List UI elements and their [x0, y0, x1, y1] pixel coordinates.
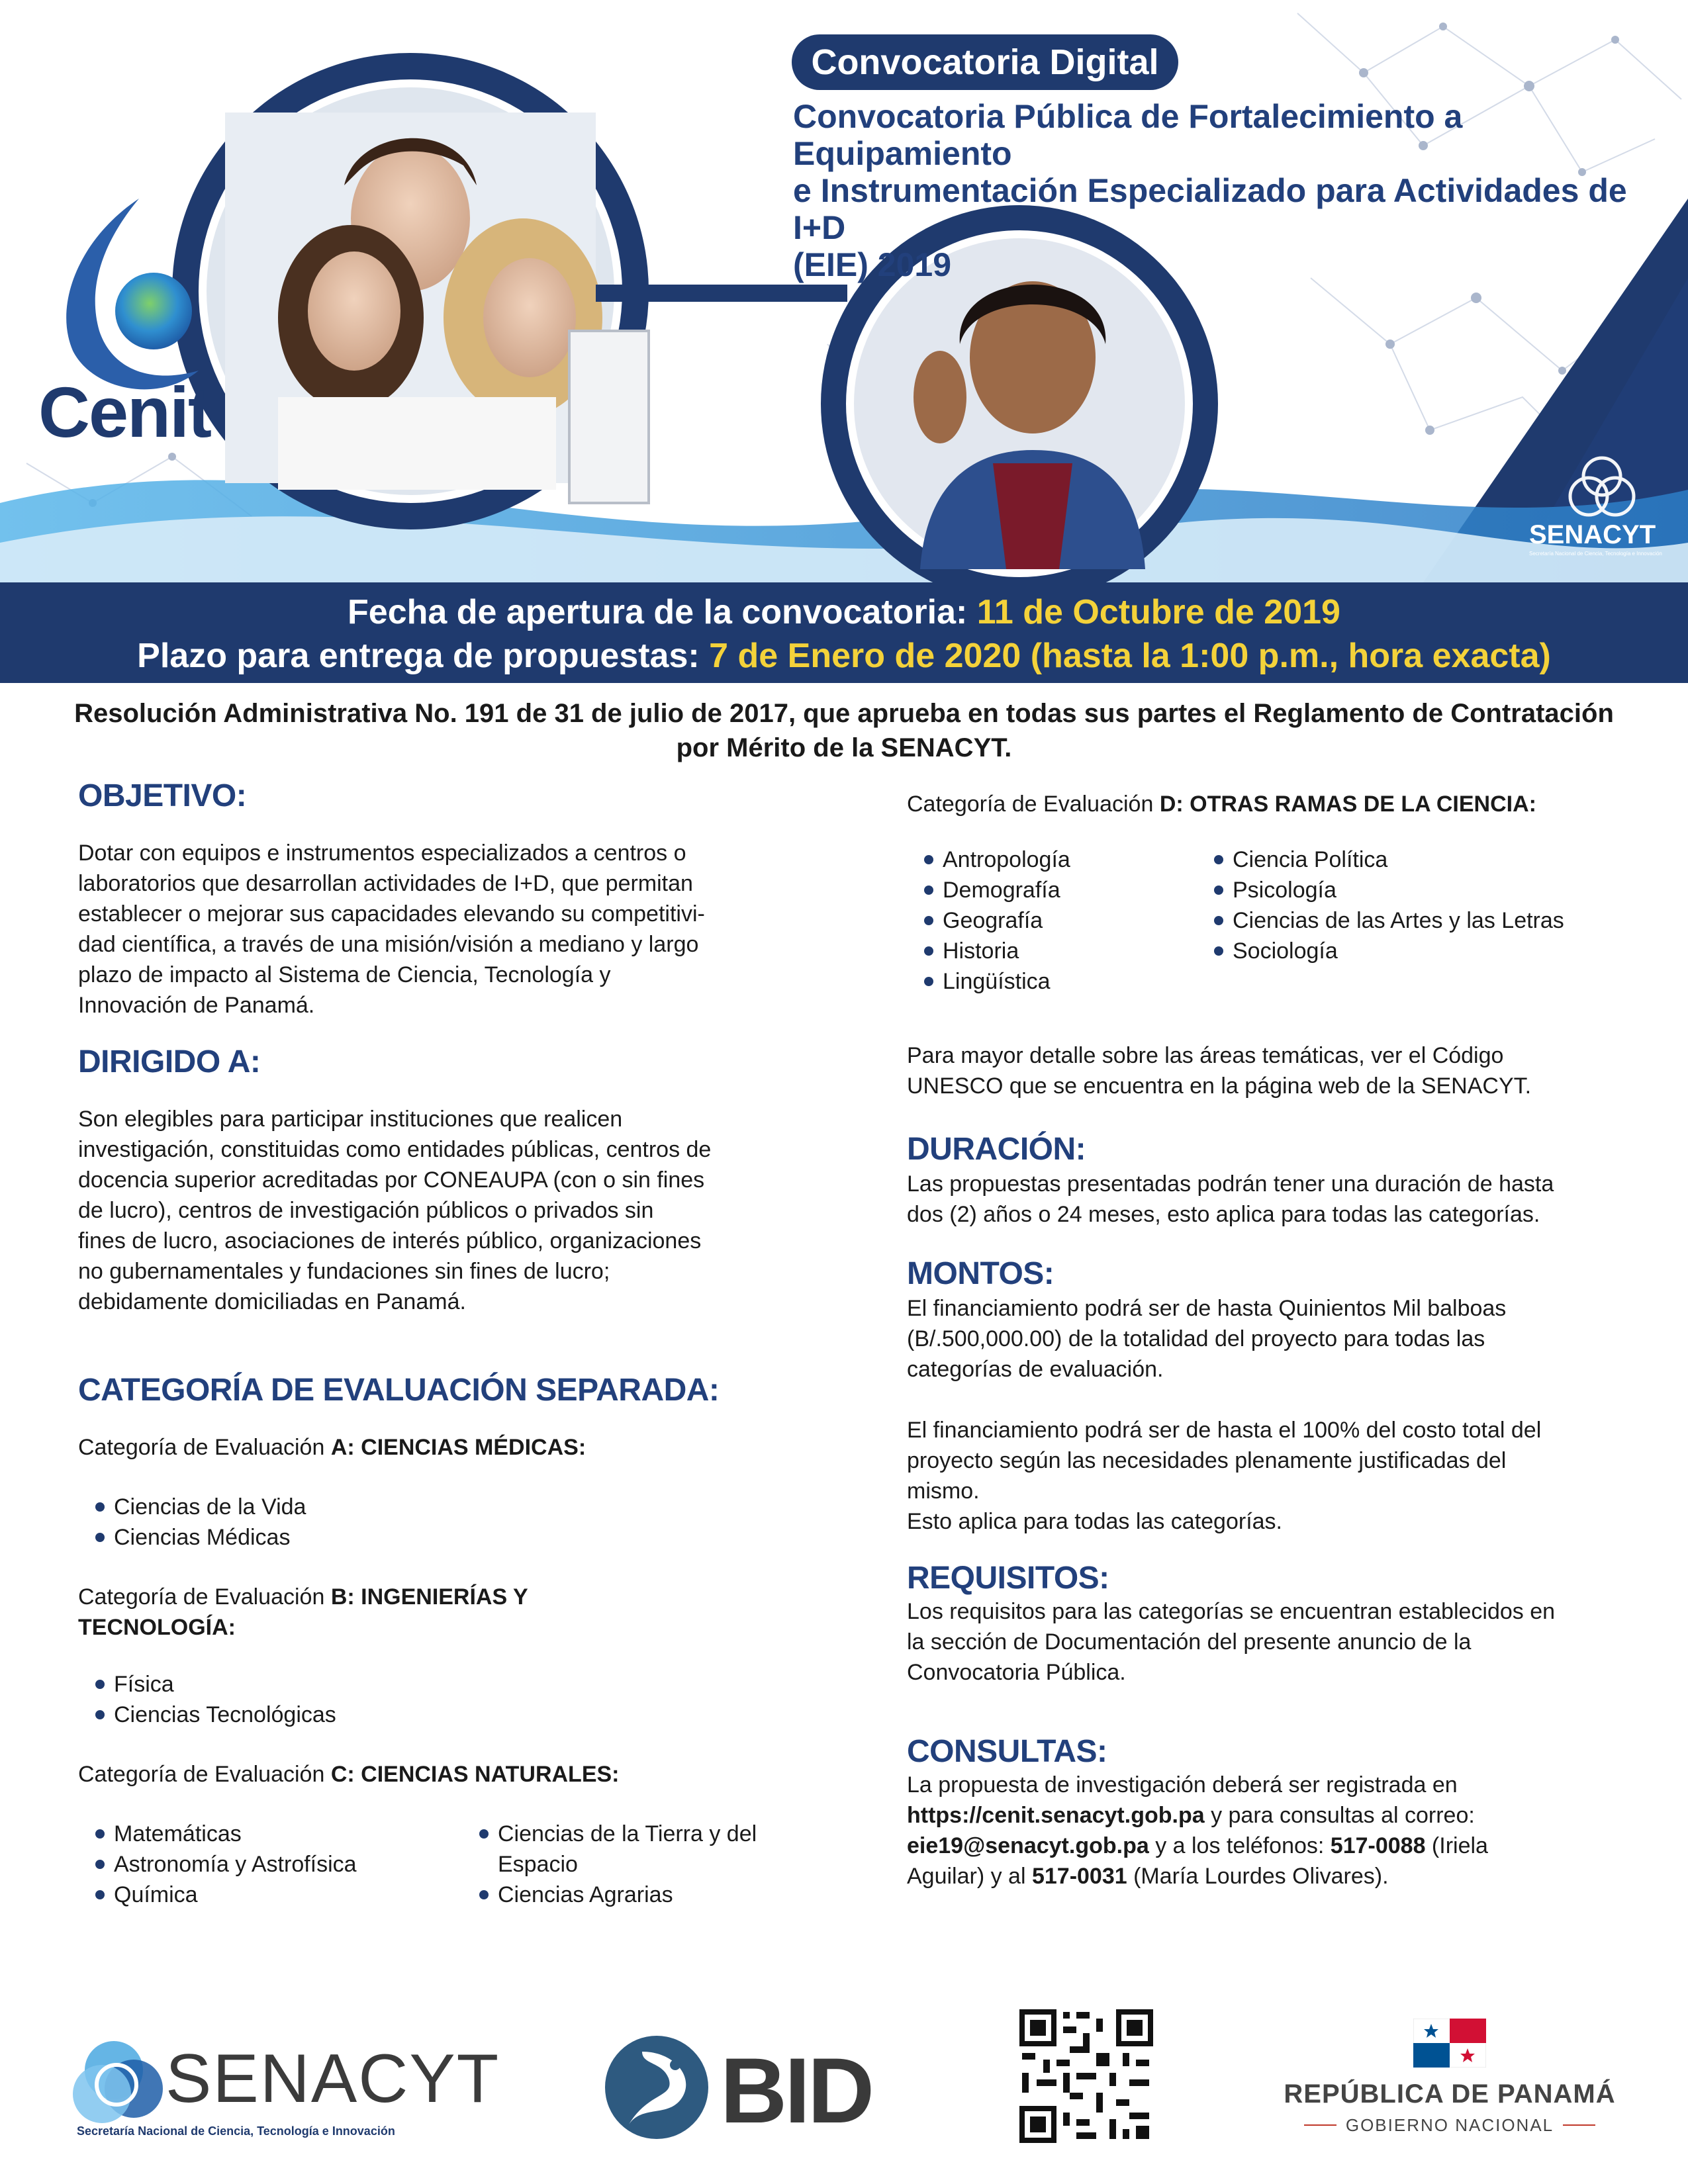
category-a-label — [78, 1432, 793, 1463]
dirigido-line: fines de lucro, asociaciones de interés público, organizaciones — [78, 1228, 702, 1253]
dirigido-line: debidamente domiciliadas en Panamá. — [78, 1289, 466, 1314]
requisitos-heading: REQUISITOS: — [907, 1561, 1109, 1596]
bullet-icon — [1214, 916, 1223, 925]
montos-line: Esto aplica para todas las categorías. — [907, 1509, 1282, 1534]
unesco-note — [907, 1040, 1619, 1101]
montos-line: mismo. — [907, 1479, 980, 1504]
panama-wordmark: REPÚBLICA DE PANAMÁ — [1284, 2079, 1616, 2109]
list-item-text: Lingüística — [943, 969, 1051, 994]
dirigido-line: investigación, constituidas como entidades públicas, centros de — [78, 1137, 712, 1162]
bid-footer-logo — [602, 2032, 880, 2144]
bullet-icon — [95, 1890, 105, 1899]
consultas-url-link[interactable]: https://cenit.senacyt.gob.pa — [907, 1803, 1205, 1828]
requisitos-text — [907, 1596, 1619, 1688]
bullet-icon — [924, 946, 933, 956]
consultas-text-part: Aguilar) y al — [907, 1864, 1032, 1889]
duracion-text — [907, 1169, 1619, 1230]
call-title-line: e Instrumentación Especializado para Actividades de I+D — [793, 172, 1627, 246]
dirigido-line: Son elegibles para participar instituciones que realicen — [78, 1107, 623, 1132]
panama-subtitle — [1278, 2115, 1622, 2136]
bid-wordmark: BID — [720, 2038, 872, 2142]
category-c-name: C: CIENCIAS NATURALES: — [330, 1762, 620, 1787]
objetivo-line: dad científica, a través de una misión/visión a mediano y largo — [78, 932, 699, 957]
category-prefix: Categoría de Evaluación — [78, 1762, 331, 1787]
bullet-icon — [924, 886, 933, 895]
unesco-line: UNESCO que se encuentra en la página web de la SENACYT. — [907, 1073, 1532, 1099]
bullet-icon — [95, 1502, 105, 1512]
call-title — [793, 98, 1654, 283]
duracion-line: Las propuestas presentadas podrán tener una duración de hasta — [907, 1171, 1554, 1197]
senacyt-header-logo-subtitle: Secretaría Nacional de Ciencia, Tecnología e Innovación — [1529, 551, 1662, 557]
bid-emblem-icon — [602, 2032, 715, 2144]
montos-heading: MONTOS: — [907, 1256, 1055, 1291]
montos-text-2 — [907, 1415, 1619, 1537]
bullet-icon — [95, 1680, 105, 1689]
category-d-list-right — [1211, 844, 1564, 997]
dirigido-text — [78, 1104, 793, 1317]
call-title-line: Convocatoria Pública de Fortalecimiento a Equipamiento — [793, 98, 1463, 172]
montos-line: proyecto según las necesidades plenamente justificadas del — [907, 1448, 1507, 1473]
montos-line: El financiamiento podrá ser de hasta Quinientos Mil balboas — [907, 1296, 1507, 1321]
list-item-text: Demografía — [943, 878, 1060, 903]
category-prefix: Categoría de Evaluación — [907, 792, 1160, 817]
list-item-text — [498, 1819, 757, 1880]
objetivo-heading: OBJETIVO: — [78, 778, 247, 813]
bullet-icon — [1214, 855, 1223, 864]
category-c-list-left — [93, 1819, 477, 1910]
dirigido-line: docencia superior acreditadas por CONEAUPA (con o sin fines — [78, 1167, 705, 1193]
dirigido-heading: DIRIGIDO A: — [78, 1044, 261, 1079]
list-item-text: Matemáticas — [114, 1821, 242, 1846]
requisitos-line: Convocatoria Pública. — [907, 1660, 1126, 1685]
category-d-list-left — [921, 844, 1211, 997]
list-item — [477, 1880, 757, 1910]
deadline-value: 7 de Enero de 2020 (hasta la 1:00 p.m., hora exacta) — [709, 637, 1551, 675]
list-item — [93, 1522, 793, 1553]
bullet-icon — [95, 1829, 105, 1839]
objetivo-line: Innovación de Panamá. — [78, 993, 315, 1018]
consultas-text-part: y para consultas al correo: — [1204, 1803, 1475, 1828]
list-item-text-line: Ciencias de la Tierra y del — [498, 1821, 757, 1846]
montos-line: categorías de evaluación. — [907, 1357, 1164, 1382]
requisitos-line: la sección de Documentación del presente anuncio de la — [907, 1629, 1472, 1655]
montos-line: El financiamiento podrá ser de hasta el 100% del costo total del — [907, 1418, 1542, 1443]
dirigido-line: no gubernamentales y fundaciones sin fines de lucro; — [78, 1259, 610, 1284]
consultas-line: La propuesta de investigación deberá ser registrada en — [907, 1772, 1458, 1797]
list-item-text: Geografía — [943, 908, 1043, 933]
list-item-text: Historia — [943, 938, 1019, 964]
list-item — [93, 1849, 477, 1880]
list-item — [93, 1669, 793, 1700]
category-b-list — [93, 1669, 793, 1730]
list-item — [921, 905, 1211, 936]
list-item-text: Física — [114, 1672, 174, 1697]
list-item — [921, 936, 1211, 966]
bullet-icon — [95, 1710, 105, 1719]
opening-date-line — [0, 590, 1688, 634]
list-item — [921, 966, 1211, 997]
category-a-list — [93, 1492, 793, 1553]
list-item — [93, 1492, 793, 1522]
dirigido-line: de lucro), centros de investigación públicos o privados sin — [78, 1198, 654, 1223]
left-column — [78, 778, 793, 1910]
category-d-name: D: OTRAS RAMAS DE LA CIENCIA: — [1159, 792, 1536, 817]
montos-text-1 — [907, 1293, 1619, 1385]
consultas-text-part: (María Lourdes Olivares). — [1127, 1864, 1389, 1889]
category-a-name: A: CIENCIAS MÉDICAS: — [330, 1435, 586, 1460]
bullet-icon — [1214, 886, 1223, 895]
category-d-label — [907, 789, 1619, 819]
opening-date-label: Fecha de apertura de la convocatoria: — [348, 593, 968, 631]
unesco-line: Para mayor detalle sobre las áreas temáticas, ver el Código — [907, 1043, 1504, 1068]
objetivo-line: plazo de impacto al Sistema de Ciencia, Tecnología y — [78, 962, 611, 987]
bullet-icon — [95, 1533, 105, 1542]
senacyt-header-logo: SENACYT — [1529, 520, 1656, 549]
right-column — [907, 789, 1619, 1891]
consultas-heading: CONSULTAS: — [907, 1734, 1107, 1769]
list-item-text: Antropología — [943, 847, 1070, 872]
bullet-icon — [479, 1829, 489, 1839]
deadline-line — [0, 634, 1688, 678]
panama-footer-logo — [1278, 2019, 1622, 2144]
header-banner — [0, 0, 1688, 582]
category-c-list — [93, 1819, 793, 1910]
list-item-text-line: Espacio — [498, 1852, 578, 1877]
bullet-icon — [1214, 946, 1223, 956]
category-d-list — [921, 844, 1619, 997]
qr-code[interactable] — [1017, 2007, 1156, 2146]
category-b-label — [78, 1582, 793, 1643]
category-c-label — [78, 1759, 793, 1790]
objetivo-line: Dotar con equipos e instrumentos especializados a centros o — [78, 841, 686, 866]
bullet-icon — [479, 1890, 489, 1899]
list-item-text: Química — [114, 1882, 198, 1907]
consultas-line — [907, 1800, 1619, 1831]
bullet-icon — [924, 916, 933, 925]
list-item-text: Ciencias de las Artes y las Letras — [1233, 908, 1564, 933]
list-item-text: Ciencias Tecnológicas — [114, 1702, 336, 1727]
list-item-text: Ciencia Política — [1233, 847, 1388, 872]
category-prefix: Categoría de Evaluación — [78, 1584, 331, 1610]
consultas-line — [907, 1861, 1619, 1891]
list-item — [93, 1819, 477, 1849]
senacyt-rings-icon — [73, 2032, 172, 2131]
consultas-phone-2: 517-0031 — [1031, 1864, 1127, 1889]
consultas-text — [907, 1770, 1619, 1891]
duracion-heading: DURACIÓN: — [907, 1132, 1086, 1167]
consultas-line — [907, 1831, 1619, 1861]
list-item — [1211, 875, 1564, 905]
categorias-heading: CATEGORÍA DE EVALUACIÓN SEPARADA: — [78, 1373, 720, 1408]
bullet-icon — [924, 977, 933, 986]
objetivo-line: laboratorios que desarrollan actividades de I+D, que permitan — [78, 871, 693, 896]
qr-code-icon — [1017, 2007, 1156, 2146]
bullet-icon — [924, 855, 933, 864]
montos-line: (B/.500,000.00) de la totalidad del proyecto para todas las — [907, 1326, 1485, 1351]
duracion-line: dos (2) años o 24 meses, esto aplica para todas las categorías. — [907, 1202, 1540, 1227]
requisitos-line: Los requisitos para las categorías se encuentran establecidos en — [907, 1599, 1556, 1624]
list-item — [93, 1700, 793, 1730]
consultas-text-part: y a los teléfonos: — [1149, 1833, 1331, 1858]
list-item — [1211, 844, 1564, 875]
list-item-text: Sociología — [1233, 938, 1338, 964]
panama-flag-icon — [1413, 2019, 1486, 2068]
consultas-email-link[interactable]: eie19@senacyt.gob.pa — [907, 1833, 1149, 1858]
consultas-text-part: (Iriela — [1425, 1833, 1488, 1858]
dates-band — [0, 582, 1688, 683]
senacyt-footer-subtitle: Secretaría Nacional de Ciencia, Tecnología e Innovación — [77, 2124, 395, 2138]
list-item-text: Ciencias Agrarias — [498, 1882, 673, 1907]
list-item-text: Astronomía y Astrofísica — [114, 1852, 357, 1877]
resolution-statement: Resolución Administrativa No. 191 de 31 de julio de 2017, que aprueba en todas sus partes el Reglamento de Contratación por Mérito de la SENACYT. — [74, 699, 1614, 762]
list-item-text: Psicología — [1233, 878, 1336, 903]
bullet-icon — [95, 1860, 105, 1869]
list-item-text: Ciencias Médicas — [114, 1525, 291, 1550]
list-item — [921, 875, 1211, 905]
category-b-name-cont: TECNOLOGÍA: — [78, 1615, 236, 1640]
panama-subtitle-text: GOBIERNO NACIONAL — [1336, 2115, 1563, 2135]
category-b-name: B: INGENIERÍAS Y — [330, 1584, 528, 1610]
list-item — [921, 844, 1211, 875]
category-c-list-right — [477, 1819, 757, 1910]
senacyt-footer-wordmark: SENACYT — [165, 2040, 500, 2117]
objetivo-text — [78, 838, 793, 1021]
call-title-line: (EIE) 2019 — [793, 246, 952, 283]
category-prefix: Categoría de Evaluación — [78, 1435, 331, 1460]
deadline-label: Plazo para entrega de propuestas: — [137, 637, 700, 675]
objetivo-line: establecer o mejorar sus capacidades elevando su competitivi- — [78, 901, 705, 927]
list-item — [1211, 905, 1564, 936]
senacyt-footer-logo — [73, 2025, 500, 2144]
cenit-logo: Cenit — [38, 372, 211, 452]
list-item-text: Ciencias de la Vida — [114, 1494, 306, 1520]
list-item — [1211, 936, 1564, 966]
opening-date-value: 11 de Octubre de 2019 — [976, 593, 1340, 631]
list-item — [477, 1819, 757, 1880]
consultas-phone-1: 517-0088 — [1330, 1833, 1426, 1858]
list-item — [93, 1880, 477, 1910]
convocatoria-digital-badge: Convocatoria Digital — [792, 34, 1178, 90]
